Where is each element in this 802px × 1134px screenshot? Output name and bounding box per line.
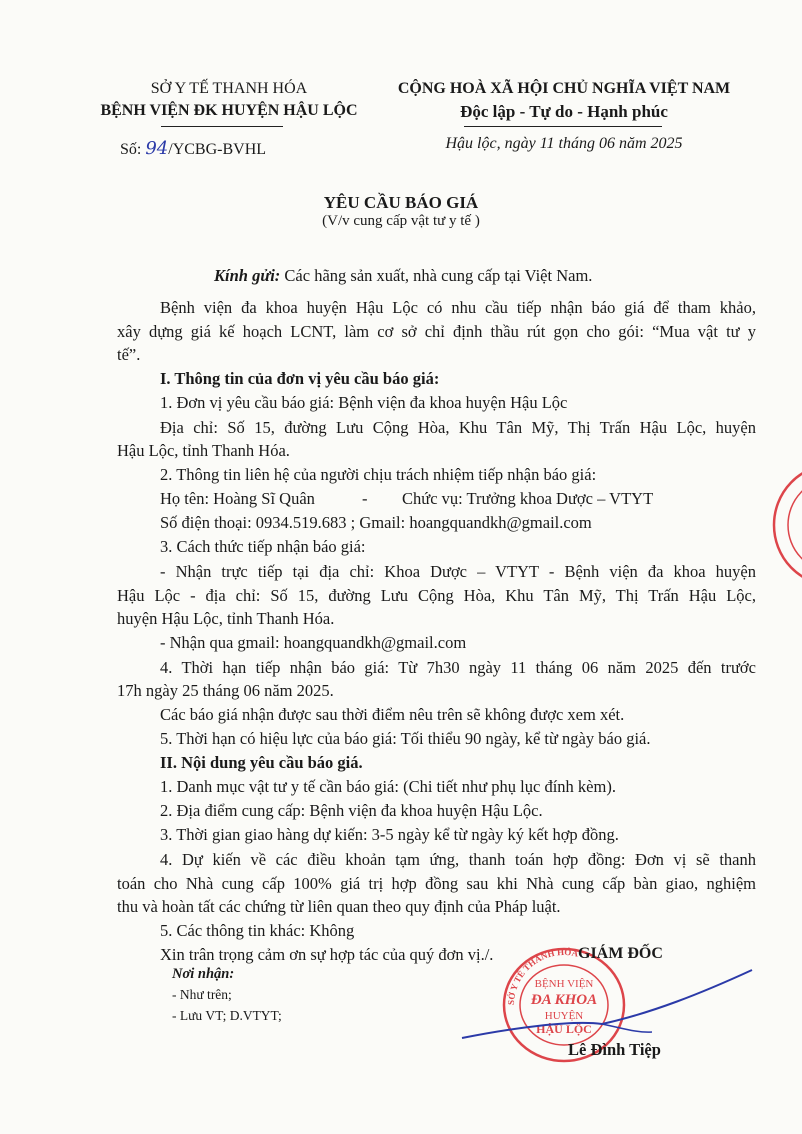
recipient-line	[214, 265, 592, 287]
section-2-heading: II. Nội dung yêu cầu báo giá.	[160, 753, 363, 772]
section-2-item-4c: thu và hoàn tất các chứng từ liên quan theo quy định của Pháp luật.	[117, 897, 561, 916]
contact-name: Họ tên: Hoàng Sĩ Quân	[160, 489, 315, 508]
section-2-item-5: 5. Các thông tin khác: Không	[160, 921, 355, 940]
recipient-text: Các hãng sản xuất, nhà cung cấp tại Việt Nam.	[284, 266, 593, 285]
stamp-ring-text: SỞ Y TẾ THANH HÓA	[505, 946, 580, 1006]
section-1-item-3: 3. Cách thức tiếp nhận báo giá:	[160, 537, 366, 556]
section-2-item-4a: 4. Dự kiến về các điều khoản tạm ứng, thanh toán hợp đồng: Đơn vị sẽ thanh	[160, 850, 756, 869]
agency-name: SỞ Y TẾ THANH HÓA	[150, 80, 308, 97]
national-motto: Độc lập - Tự do - Hạnh phúc	[460, 102, 668, 121]
stamp-line-1: BỆNH VIỆN	[534, 978, 594, 990]
document-date: Hậu lộc, ngày 11 tháng 06 năm 2025	[445, 135, 683, 152]
direct-receive-2: Hậu Lộc - địa chỉ: Số 15, đường Lưu Cộng Hòa, Khu Tân Mỹ, Thị Trấn Hậu Lộc,	[117, 586, 756, 605]
late-notice: Các báo giá nhận được sau thời điểm nêu trên sẽ không được xem xét.	[160, 705, 625, 724]
direct-receive-3: huyện Hậu Lộc, tỉnh Thanh Hóa.	[117, 609, 335, 628]
recipient-label: Kính gửi:	[214, 266, 281, 285]
email-receive: - Nhận qua gmail: hoangquandkh@gmail.com	[160, 633, 467, 652]
contact-separator: -	[362, 489, 368, 508]
document-number: Số: 94/YCBG-BVHL	[120, 138, 267, 159]
section-2-item-2: 2. Địa điểm cung cấp: Bệnh viện đa khoa huyện Hậu Lộc.	[160, 801, 543, 820]
section-1-item-5: 5. Thời hạn có hiệu lực của báo giá: Tối thiểu 90 ngày, kể từ ngày báo giá.	[160, 729, 651, 748]
edge-stamp	[770, 460, 802, 590]
intro-line-2: xây dựng giá kế hoạch LCNT, làm cơ sở chỉ định thầu rút gọn cho gói: “Mua vật tư y	[117, 322, 756, 341]
section-2-item-3: 3. Thời gian giao hàng dự kiến: 3-5 ngày kể từ ngày ký kết hợp đồng.	[160, 825, 619, 844]
country-name: CỘNG HOÀ XÃ HỘI CHỦ NGHĨA VIỆT NAM	[397, 80, 731, 97]
stamp-line-4: HẬU LỘC	[536, 1022, 592, 1036]
section-1-item-4b: 17h ngày 25 tháng 06 năm 2025.	[117, 681, 334, 700]
hospital-underline	[161, 126, 283, 127]
section-1-item-4a: 4. Thời hạn tiếp nhận báo giá: Từ 7h30 ngày 11 tháng 06 năm 2025 đến trước	[160, 658, 756, 677]
section-1-address-2: Hậu Lộc, tỉnh Thanh Hóa.	[117, 441, 290, 460]
section-1-heading: I. Thông tin của đơn vị yêu cầu báo giá:	[160, 369, 440, 388]
signer-name: Lê Đình Tiệp	[568, 1040, 661, 1059]
receiver-2: - Lưu VT; D.VTYT;	[172, 1008, 282, 1023]
thanks-line: Xin trân trọng cảm ơn sự hợp tác của quý đơn vị./.	[160, 945, 494, 964]
hospital-name: BỆNH VIỆN ĐK HUYỆN HẬU LỘC	[100, 102, 358, 119]
section-1-item-2: 2. Thông tin liên hệ của người chịu trách nhiệm tiếp nhận báo giá:	[160, 465, 597, 484]
section-2-item-4b: toán cho Nhà cung cấp 100% giá trị hợp đồng sau khi Nhà cung cấp bàn giao, nghiệm	[117, 874, 756, 893]
signer-title: GIÁM ĐỐC	[578, 945, 663, 962]
intro-line-3: tế”.	[117, 345, 141, 364]
receiver-1: - Như trên;	[172, 987, 232, 1002]
section-2-item-1: 1. Danh mục vật tư y tế cần báo giá: (Chi tiết như phụ lục đính kèm).	[160, 777, 616, 796]
intro-line-1: Bệnh viện đa khoa huyện Hậu Lộc có nhu cầu tiếp nhận báo giá để tham khảo,	[160, 298, 756, 317]
motto-underline	[464, 126, 662, 127]
contact-position: Chức vụ: Trưởng khoa Dược – VTYT	[402, 489, 654, 508]
contact-phone-email: Số điện thoại: 0934.519.683 ; Gmail: hoangquandkh@gmail.com	[160, 513, 592, 532]
document-title: YÊU CẦU BÁO GIÁ	[323, 193, 479, 212]
stamp-line-3: HUYỆN	[544, 1010, 584, 1022]
section-1-address-1: Địa chỉ: Số 15, đường Lưu Cộng Hòa, Khu Tân Mỹ, Thị Trấn Hậu Lộc, huyện	[160, 418, 756, 437]
section-1-item-1: 1. Đơn vị yêu cầu báo giá: Bệnh viện đa khoa huyện Hậu Lộc	[160, 393, 568, 412]
direct-receive-1: - Nhận trực tiếp tại địa chỉ: Khoa Dược – VTYT - Bệnh viện đa khoa huyện	[160, 562, 756, 581]
stamp-line-2: ĐA KHOA	[530, 992, 598, 1008]
receivers-label: Nơi nhận:	[172, 966, 235, 982]
document-subject: (V/v cung cấp vật tư y tế )	[322, 213, 480, 229]
